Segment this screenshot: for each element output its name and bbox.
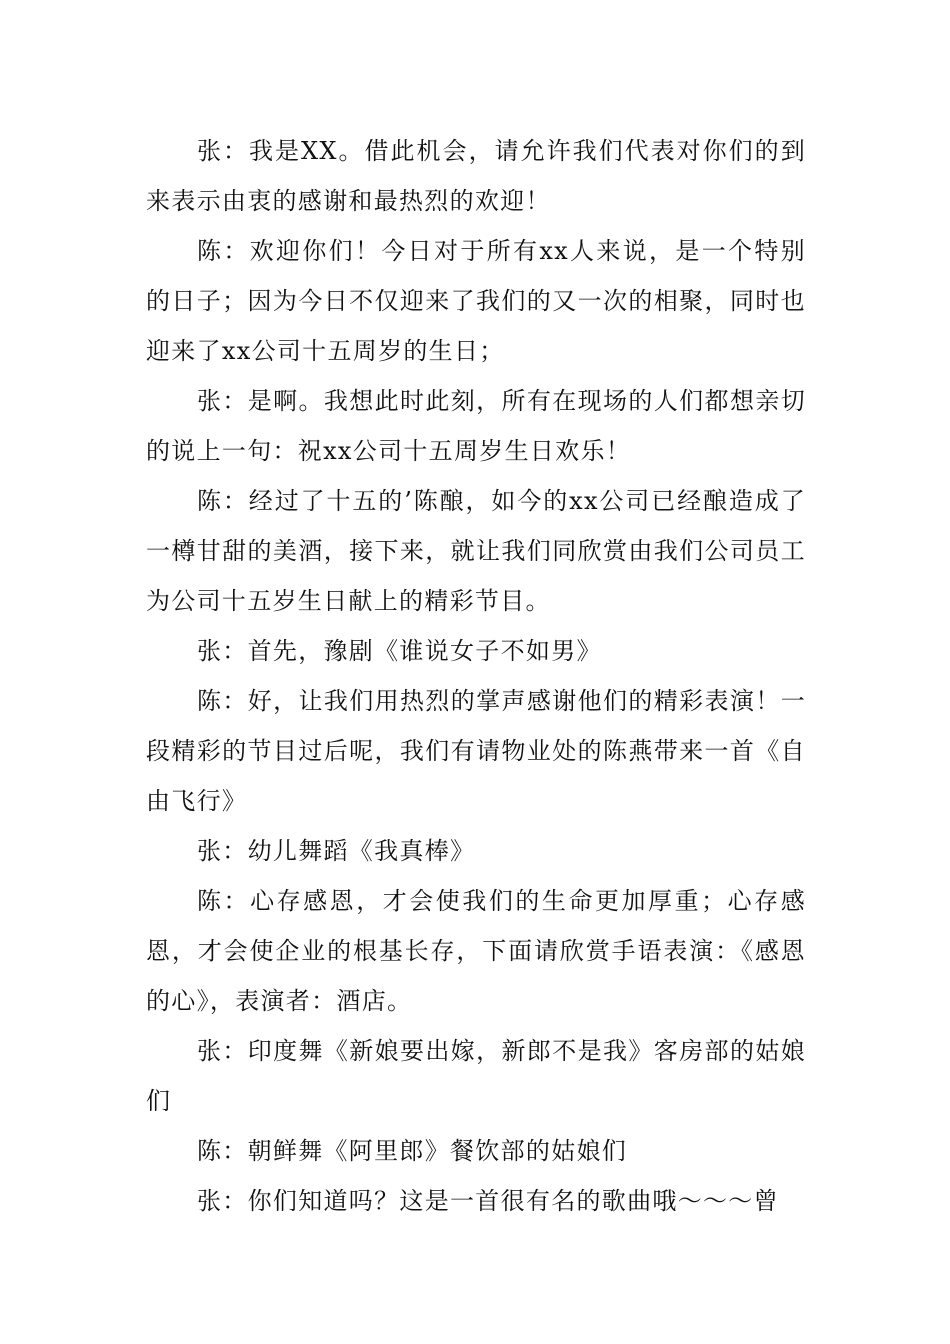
paragraph: 陈：欢迎你们！今日对于所有xx人来说，是一个特别的日子；因为今日不仅迎来了我们的又一次的相聚，同时也迎来了xx公司十五周岁的生日； [146,237,806,365]
paragraph: 张：你们知道吗？这是一首很有名的歌曲哦～～～曾 [197,1187,779,1215]
document-body [146,126,806,1226]
paragraph: 张：是啊。我想此时此刻，所有在现场的人们都想亲切的说上一句：祝xx公司十五周岁生日欢乐！ [146,387,806,465]
paragraph: 张：我是XX。借此机会，请允许我们代表对你们的到来表示由衷的感谢和最热烈的欢迎！ [146,137,806,215]
paragraph: 张：幼儿舞蹈《我真棒》 [197,837,476,865]
paragraph: 陈：朝鲜舞《阿里郎》餐饮部的姑娘们 [197,1137,628,1165]
paragraph: 陈：好，让我们用热烈的掌声感谢他们的精彩表演！一段精彩的节目过后呢，我们有请物业处的陈燕带来一首《自由飞行》 [146,687,806,815]
paragraph: 陈：经过了十五的’陈酿，如今的xx公司已经酿造成了一樽甘甜的美酒，接下来，就让我们同欣赏由我们公司员工为公司十五岁生日献上的精彩节目。 [146,487,806,615]
paragraph: 张：首先，豫剧《谁说女子不如男》 [197,637,602,665]
paragraph: 陈：心存感恩，才会使我们的生命更加厚重；心存感恩，才会使企业的根基长存，下面请欣赏手语表演：《感恩的心》，表演者：酒店。 [146,887,806,1015]
paragraph: 张：印度舞《新娘要出嫁，新郎不是我》客房部的姑娘们 [146,1037,806,1115]
